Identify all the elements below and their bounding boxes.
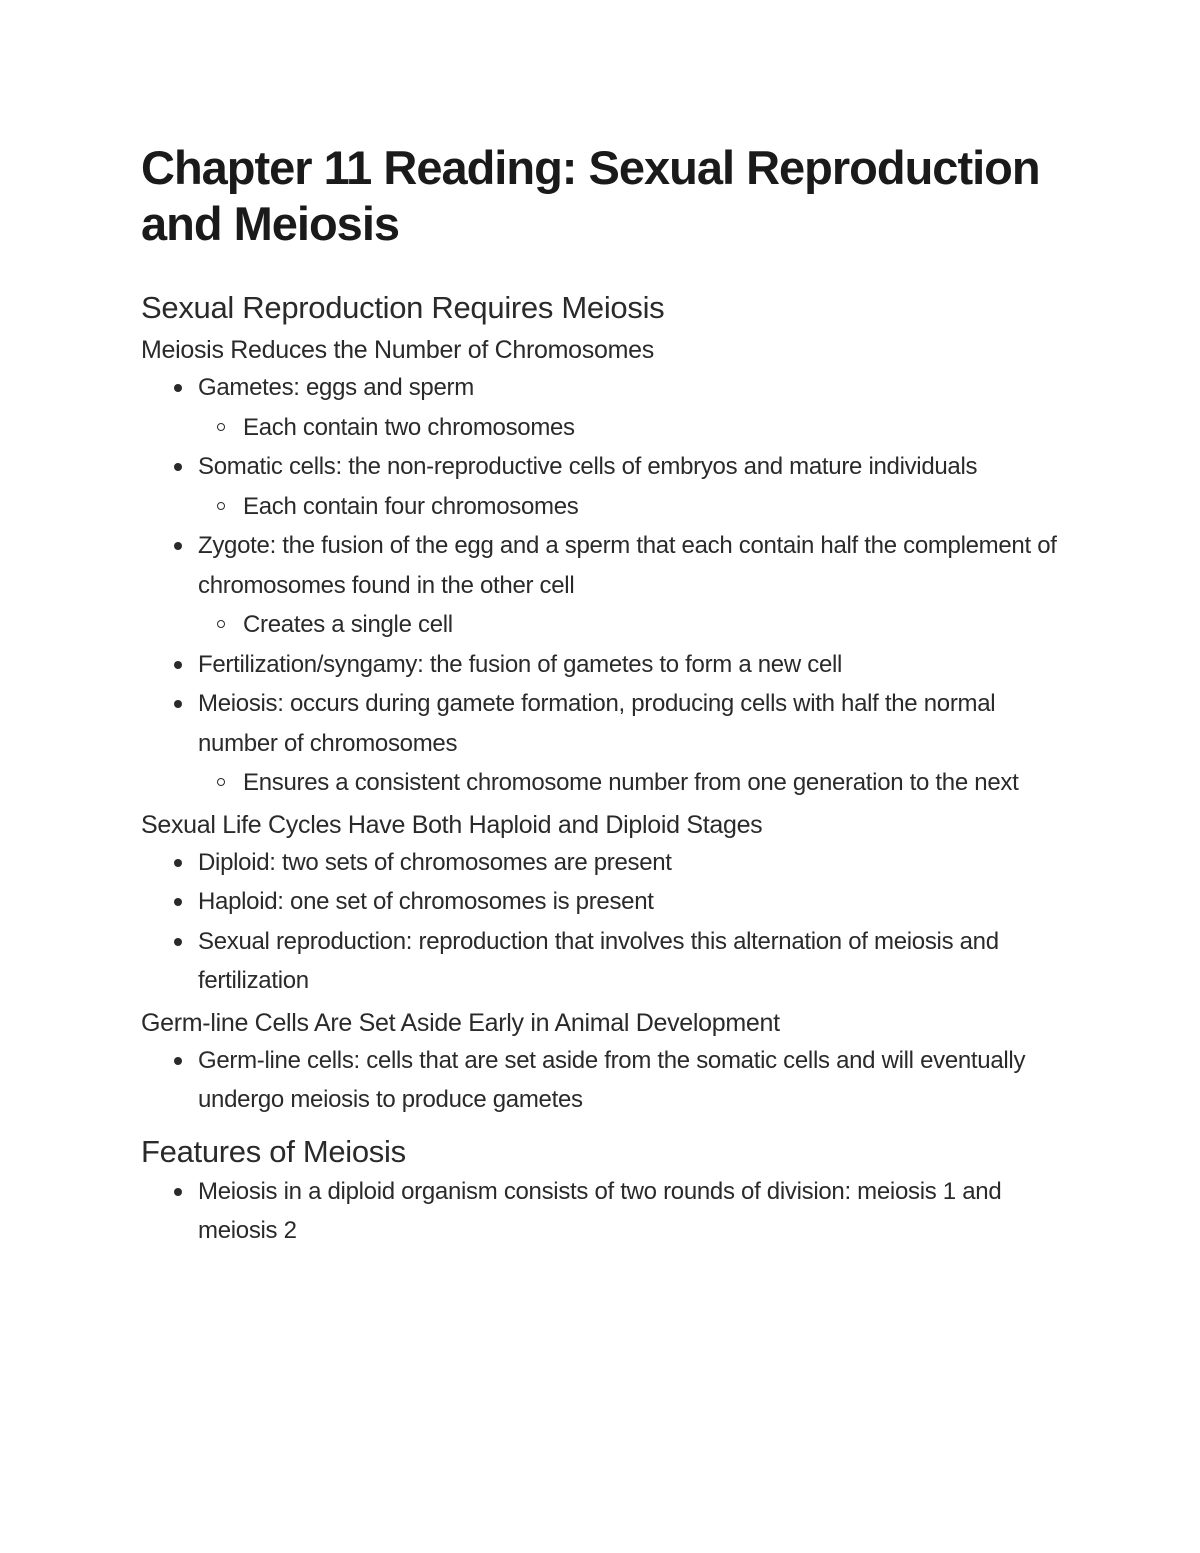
list-item <box>141 684 1061 803</box>
list-item-text: Haploid: one set of chromosomes is present <box>198 888 654 915</box>
list-item <box>141 447 1061 526</box>
bullet-icon <box>174 542 182 550</box>
sub-list-item-text: Creates a single cell <box>243 611 453 638</box>
list-item-text: Germ-line cells: cells that are set aside from the somatic cells and will eventually undergo meiosis to produce gametes <box>198 1046 1026 1113</box>
bullet-list <box>141 843 1061 1001</box>
list-item <box>141 1041 1061 1120</box>
section-heading: Sexual Reproduction Requires Meiosis <box>141 290 665 325</box>
sub-list-item-text: Ensures a consistent chromosome number from one generation to the next <box>243 769 1019 796</box>
sub-bullet-list <box>198 408 1061 448</box>
list-item <box>141 368 1061 447</box>
subsection-heading: Meiosis Reduces the Number of Chromosomes <box>141 336 654 364</box>
list-item <box>141 526 1061 645</box>
bullet-list <box>141 1041 1061 1120</box>
bullet-icon <box>174 1188 182 1196</box>
sub-bullet-list <box>198 605 1061 645</box>
section-heading: Features of Meiosis <box>141 1133 406 1169</box>
sub-list-item <box>198 763 1061 803</box>
document-page <box>141 140 1061 1251</box>
list-item-text: Somatic cells: the non-reproductive cells of embryos and mature individuals <box>198 453 978 480</box>
list-item <box>141 922 1061 1001</box>
sub-bullet-list <box>198 487 1061 527</box>
hollow-bullet-icon <box>217 502 225 510</box>
list-item <box>141 882 1061 922</box>
list-item <box>141 645 1061 685</box>
sub-list-item <box>198 487 1061 527</box>
bullet-icon <box>174 859 182 867</box>
list-item-text: Meiosis in a diploid organism consists of two rounds of division: meiosis 1 and meiosis 2 <box>198 1177 1002 1244</box>
bullet-icon <box>174 938 182 946</box>
bullet-icon <box>174 700 182 708</box>
list-item-text: Meiosis: occurs during gamete formation, producing cells with half the normal number of chromosomes <box>198 690 996 757</box>
list-item <box>141 843 1061 883</box>
sub-list-item-text: Each contain four chromosomes <box>243 492 579 520</box>
bullet-icon <box>174 384 182 392</box>
list-item <box>141 1172 1061 1251</box>
sub-list-item-text: Each contain two chromosomes <box>243 413 575 441</box>
subsection-heading: Germ-line Cells Are Set Aside Early in Animal Development <box>141 1008 780 1037</box>
bullet-icon <box>174 661 182 669</box>
sub-list-item <box>198 605 1061 645</box>
list-item-text: Zygote: the fusion of the egg and a sperm that each contain half the complement of chromosomes found in the other cell <box>198 532 1057 599</box>
bullet-icon <box>174 463 182 471</box>
sub-list-item <box>198 408 1061 448</box>
sub-bullet-list <box>198 763 1061 803</box>
list-item-text: Diploid: two sets of chromosomes are present <box>198 848 672 876</box>
subsection-heading: Sexual Life Cycles Have Both Haploid and Diploid Stages <box>141 810 763 839</box>
list-item-text: Sexual reproduction: reproduction that involves this alternation of meiosis and fertilization <box>198 927 999 994</box>
list-item-text: Gametes: eggs and sperm <box>198 374 474 401</box>
list-item-text: Fertilization/syngamy: the fusion of gametes to form a new cell <box>198 650 843 678</box>
bullet-icon <box>174 898 182 906</box>
bullet-list <box>141 368 1061 803</box>
bullet-list <box>141 1172 1061 1251</box>
bullet-icon <box>174 1057 182 1065</box>
page-title: Chapter 11 Reading: Sexual Reproduction and Meiosis <box>141 141 1040 250</box>
hollow-bullet-icon <box>217 423 225 431</box>
hollow-bullet-icon <box>217 778 225 786</box>
hollow-bullet-icon <box>217 620 225 628</box>
